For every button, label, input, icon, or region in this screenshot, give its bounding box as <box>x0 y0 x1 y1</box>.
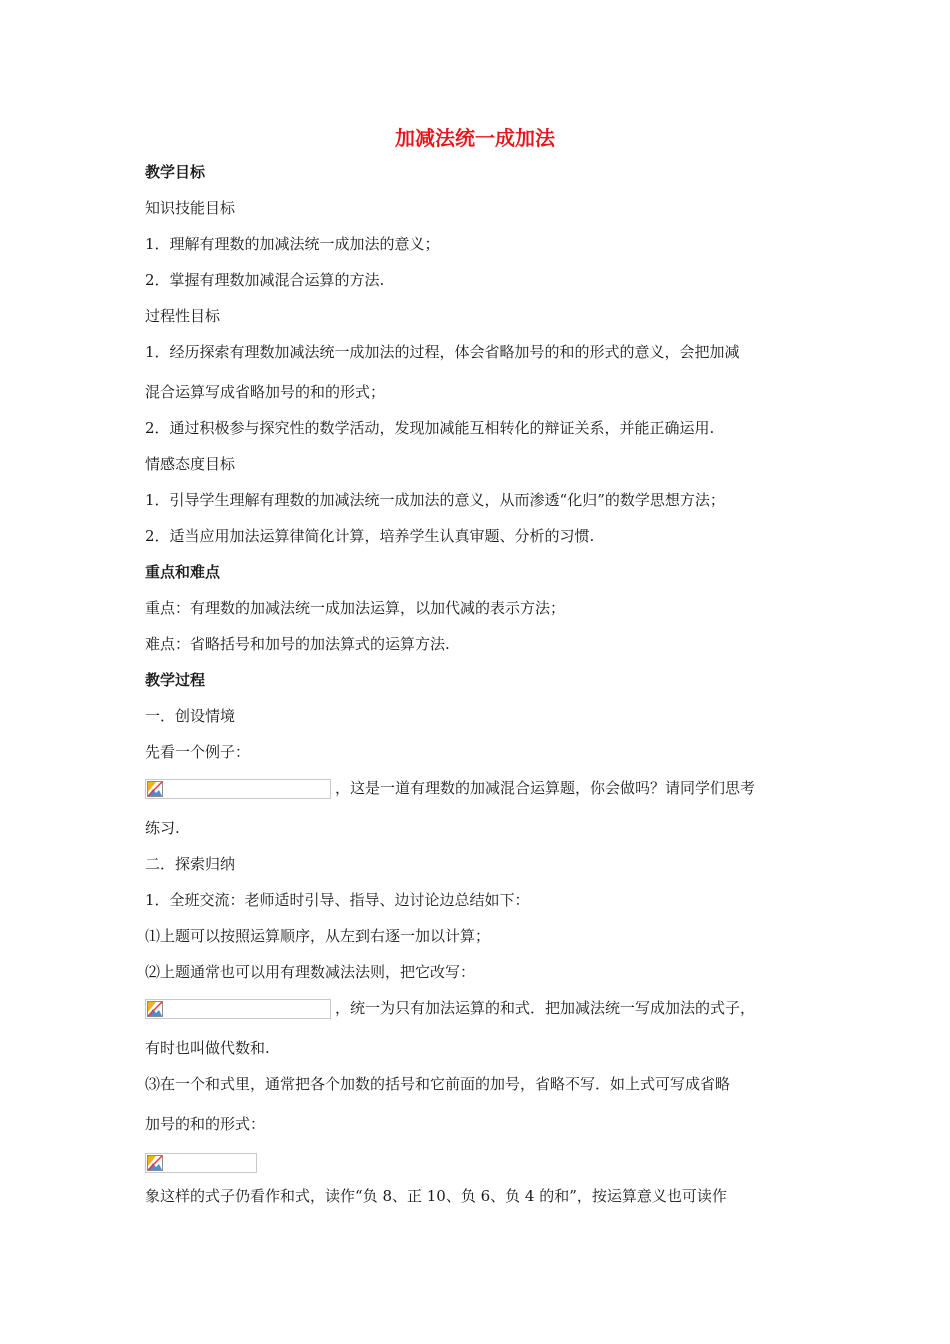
formula-image-2 <box>145 999 331 1019</box>
paragraph: 先看一个例子： <box>145 743 251 761</box>
paragraph: 1．理解有理数的加减法统一成加法的意义； <box>145 235 440 253</box>
paragraph: 1．引导学生理解有理数的加减法统一成加法的意义，从而渗透“化归”的数学思想方法； <box>145 491 725 509</box>
paragraph: 难点：省略括号和加号的加法算式的运算方法. <box>145 635 450 653</box>
paragraph: 1．全班交流：老师适时引导、指导、边讨论边总结如下： <box>145 891 530 909</box>
paragraph: 加号的和的形式： <box>145 1115 266 1133</box>
paragraph: 一．创设情境 <box>145 707 236 725</box>
page-title: 加减法统一成加法 <box>395 126 555 150</box>
paragraph: 2．掌握有理数加减混合运算的方法. <box>145 271 385 289</box>
paragraph: 练习. <box>145 819 180 837</box>
paragraph: ⑵上题通常也可以用有理数减法法则，把它改写： <box>145 963 476 981</box>
paragraph-with-formula: ，这是一道有理数的加减混合运算题，你会做吗？请同学们思考 <box>145 777 815 799</box>
paragraph: 有时也叫做代数和. <box>145 1039 270 1057</box>
paragraph: 情感态度目标 <box>145 455 236 473</box>
section-heading-goals: 教学目标 <box>145 163 206 181</box>
paragraph: 象这样的式子仍看作和式，读作“负 8、正 10、负 6、负 4 的和”，按运算意义也可读作 <box>145 1187 727 1205</box>
paragraph: 过程性目标 <box>145 307 221 325</box>
section-heading-process: 教学过程 <box>145 671 206 689</box>
paragraph-with-formula: ，统一为只有加法运算的和式．把加减法统一写成加法的式子， <box>145 997 815 1019</box>
paragraph: 2．通过积极参与探究性的数学活动，发现加减能互相转化的辩证关系，并能正确运用. <box>145 419 715 437</box>
formula-image-1 <box>145 779 331 799</box>
paragraph: ⑴上题可以按照运算顺序，从左到右逐一加以计算； <box>145 927 491 945</box>
paragraph: 重点：有理数的加减法统一成加法运算，以加代减的表示方法； <box>145 599 566 617</box>
paragraph: ⑶在一个和式里，通常把各个加数的括号和它前面的加号，省略不写．如上式可写成省略 <box>145 1075 731 1093</box>
paragraph: 混合运算写成省略加号的和的形式； <box>145 383 386 401</box>
paragraph: 1．经历探索有理数加减法统一成加法的过程，体会省略加号的和的形式的意义，会把加减 <box>145 343 740 361</box>
paragraph: 二．探索归纳 <box>145 855 236 873</box>
formula-line <box>145 1151 815 1173</box>
broken-image-icon <box>147 1155 163 1171</box>
paragraph: 知识技能目标 <box>145 199 236 217</box>
broken-image-icon <box>147 781 163 797</box>
section-heading-keypoints: 重点和难点 <box>145 563 221 581</box>
formula-image-3 <box>145 1153 257 1173</box>
broken-image-icon <box>147 1001 163 1017</box>
paragraph: 2．适当应用加法运算律简化计算，培养学生认真审题、分析的习惯. <box>145 527 595 545</box>
